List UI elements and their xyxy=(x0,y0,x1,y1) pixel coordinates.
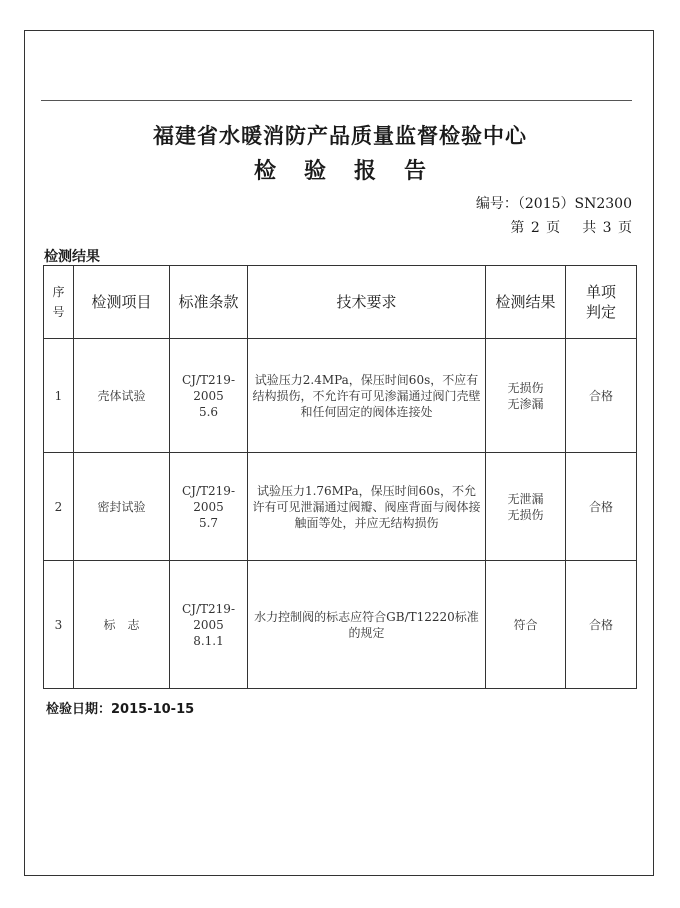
col-header-result: 检测结果 xyxy=(486,266,566,339)
row-item: 壳体试验 xyxy=(74,339,170,453)
row-clause: CJ/T219- 2005 8.1.1 xyxy=(170,561,248,689)
col-header-judgement: 单项 判定 xyxy=(566,266,637,339)
row-result: 无泄漏 无损伤 xyxy=(486,453,566,561)
org-name: 福建省水暖消防产品质量监督检验中心 xyxy=(153,124,527,148)
col-header-clause: 标准条款 xyxy=(170,266,248,339)
col-header-item: 检测项目 xyxy=(74,266,170,339)
row-result: 符合 xyxy=(486,561,566,689)
col-header-requirement: 技术要求 xyxy=(248,266,486,339)
table-row xyxy=(44,561,637,689)
row-item: 密封试验 xyxy=(74,453,170,561)
table-header-row xyxy=(44,266,637,339)
inspection-date xyxy=(46,698,194,717)
row-requirement: 试验压力1.76MPa，保压时间60s，不允许有可见泄漏通过阀瓣、阀座背面与阀体接触面等处，并应无结构损伤 xyxy=(248,453,486,561)
row-judgement: 合格 xyxy=(566,453,637,561)
report-number-label: 编号： xyxy=(475,196,518,212)
row-requirement: 试验压力2.4MPa，保压时间60s，不应有结构损伤，不允许有可见渗漏通过阀门壳壁和任何固定的阀体连接处 xyxy=(248,339,486,453)
header-rule xyxy=(41,100,632,101)
row-judgement: 合格 xyxy=(566,339,637,453)
page-info xyxy=(510,217,632,237)
report-title: 检验报告 xyxy=(253,159,454,184)
row-clause: CJ/T219- 2005 5.7 xyxy=(170,453,248,561)
row-no: 3 xyxy=(44,561,74,689)
inspection-date-value: 2015-10-15 xyxy=(111,702,195,717)
row-no: 2 xyxy=(44,453,74,561)
section-label: 检测结果 xyxy=(44,249,100,265)
table-row xyxy=(44,453,637,561)
page-current: 第 2 页 xyxy=(510,220,561,236)
report-number xyxy=(476,193,632,213)
row-item: 标 志 xyxy=(74,561,170,689)
page-total: 共 3 页 xyxy=(582,220,632,236)
inspection-date-label: 检验日期： xyxy=(46,702,112,717)
table-row xyxy=(44,339,637,453)
row-judgement: 合格 xyxy=(566,561,637,689)
row-requirement: 水力控制阀的标志应符合GB/T12220标准的规定 xyxy=(248,561,486,689)
row-clause: CJ/T219- 2005 5.6 xyxy=(170,339,248,453)
report-number-value: （2015）SN2300 xyxy=(517,196,632,212)
row-result: 无损伤 无渗漏 xyxy=(486,339,566,453)
results-table xyxy=(43,265,637,689)
col-header-no: 序号 xyxy=(44,266,74,339)
row-no: 1 xyxy=(44,339,74,453)
